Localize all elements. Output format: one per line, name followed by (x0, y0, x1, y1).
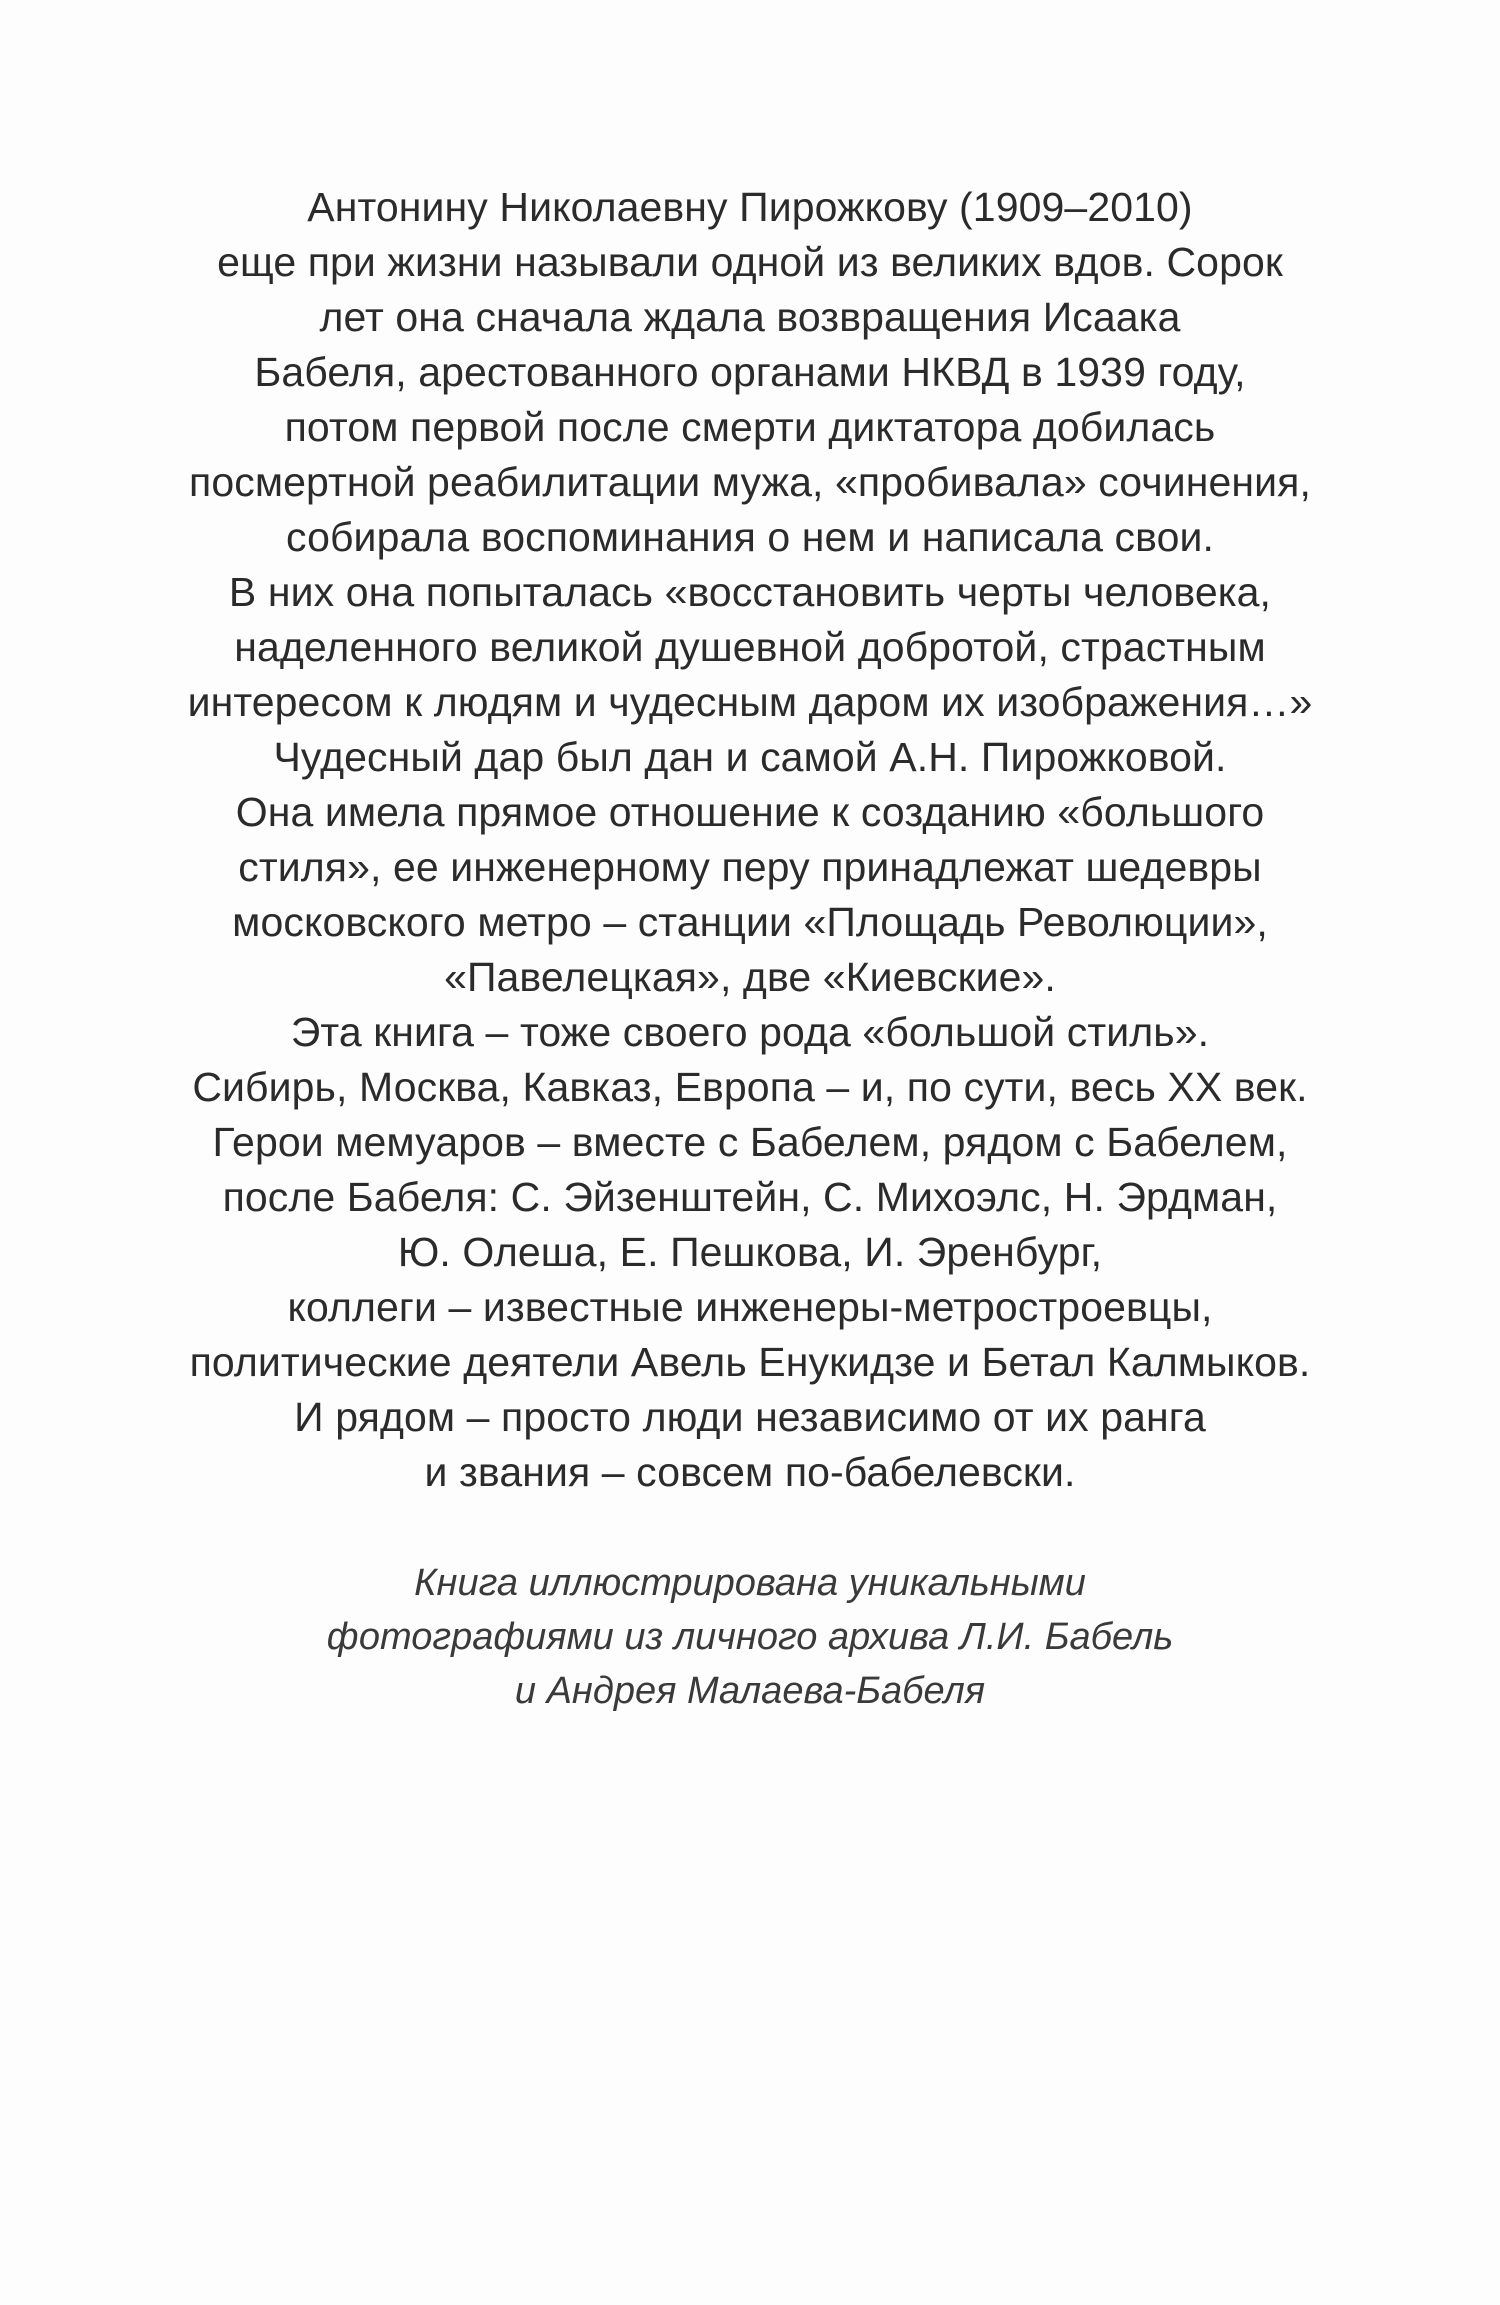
annotation-line: посмертной реабилитации мужа, «пробивала» сочинения, (189, 459, 1311, 505)
annotation-line: собирала воспоминания о нем и написала свои. (286, 514, 1214, 560)
annotation-line: московского метро – станции «Площадь Революции», (232, 899, 1268, 945)
annotation-line: Антонину Николаевну Пирожкову (1909–2010) (307, 184, 1193, 230)
annotation-line: И рядом – просто люди независимо от их ранга (294, 1394, 1206, 1440)
illustration-note-line: фотографиями из личного архива Л.И. Бабель (326, 1616, 1174, 1658)
annotation-line: «Павелецкая», две «Киевские». (444, 954, 1056, 1000)
annotation-line: потом первой после смерти диктатора добилась (284, 404, 1216, 450)
annotation-line: Эта книга – тоже своего рода «большой стиль». (290, 1009, 1210, 1055)
annotation-line: политические деятели Авель Енукидзе и Бетал Калмыков. (189, 1339, 1311, 1385)
annotation-line: после Бабеля: С. Эйзенштейн, С. Михоэлс, Н. Эрдман, (222, 1174, 1278, 1220)
annotation-line: Сибирь, Москва, Кавказ, Европа – и, по сути, весь XX век. (192, 1064, 1308, 1110)
annotation-line: Герои мемуаров – вместе с Бабелем, рядом с Бабелем, (212, 1119, 1288, 1165)
annotation-line: лет она сначала ждала возвращения Исаака (319, 294, 1181, 340)
annotation-line: коллеги – известные инженеры-метростроевцы, (287, 1284, 1213, 1330)
annotation-line: наделенного великой душевной добротой, страстным (234, 624, 1266, 670)
annotation-line: стиля», ее инженерному перу принадлежат шедевры (238, 844, 1262, 890)
annotation-line: Чудесный дар был дан и самой А.Н. Пирожковой. (273, 734, 1227, 780)
annotation-line: и звания – совсем по-бабелевски. (424, 1449, 1076, 1495)
annotation-line: еще при жизни называли одной из великих вдов. Сорок (217, 239, 1283, 285)
annotation-line: Ю. Олеша, Е. Пешкова, И. Эренбург, (397, 1229, 1103, 1275)
annotation-line: интересом к людям и чудесным даром их изображения…» (187, 679, 1313, 725)
annotation-text (60, 180, 1440, 1500)
illustration-note (60, 1556, 1440, 1718)
annotation-line: Она имела прямое отношение к созданию «большого (235, 789, 1265, 835)
illustration-note-line: Книга иллюстрирована уникальными (414, 1562, 1086, 1604)
annotation-line: Бабеля, арестованного органами НКВД в 1939 году, (254, 349, 1246, 395)
illustration-note-line: и Андрея Малаева-Бабеля (514, 1670, 986, 1712)
annotation-line: В них она попыталась «восстановить черты человека, (228, 569, 1272, 615)
